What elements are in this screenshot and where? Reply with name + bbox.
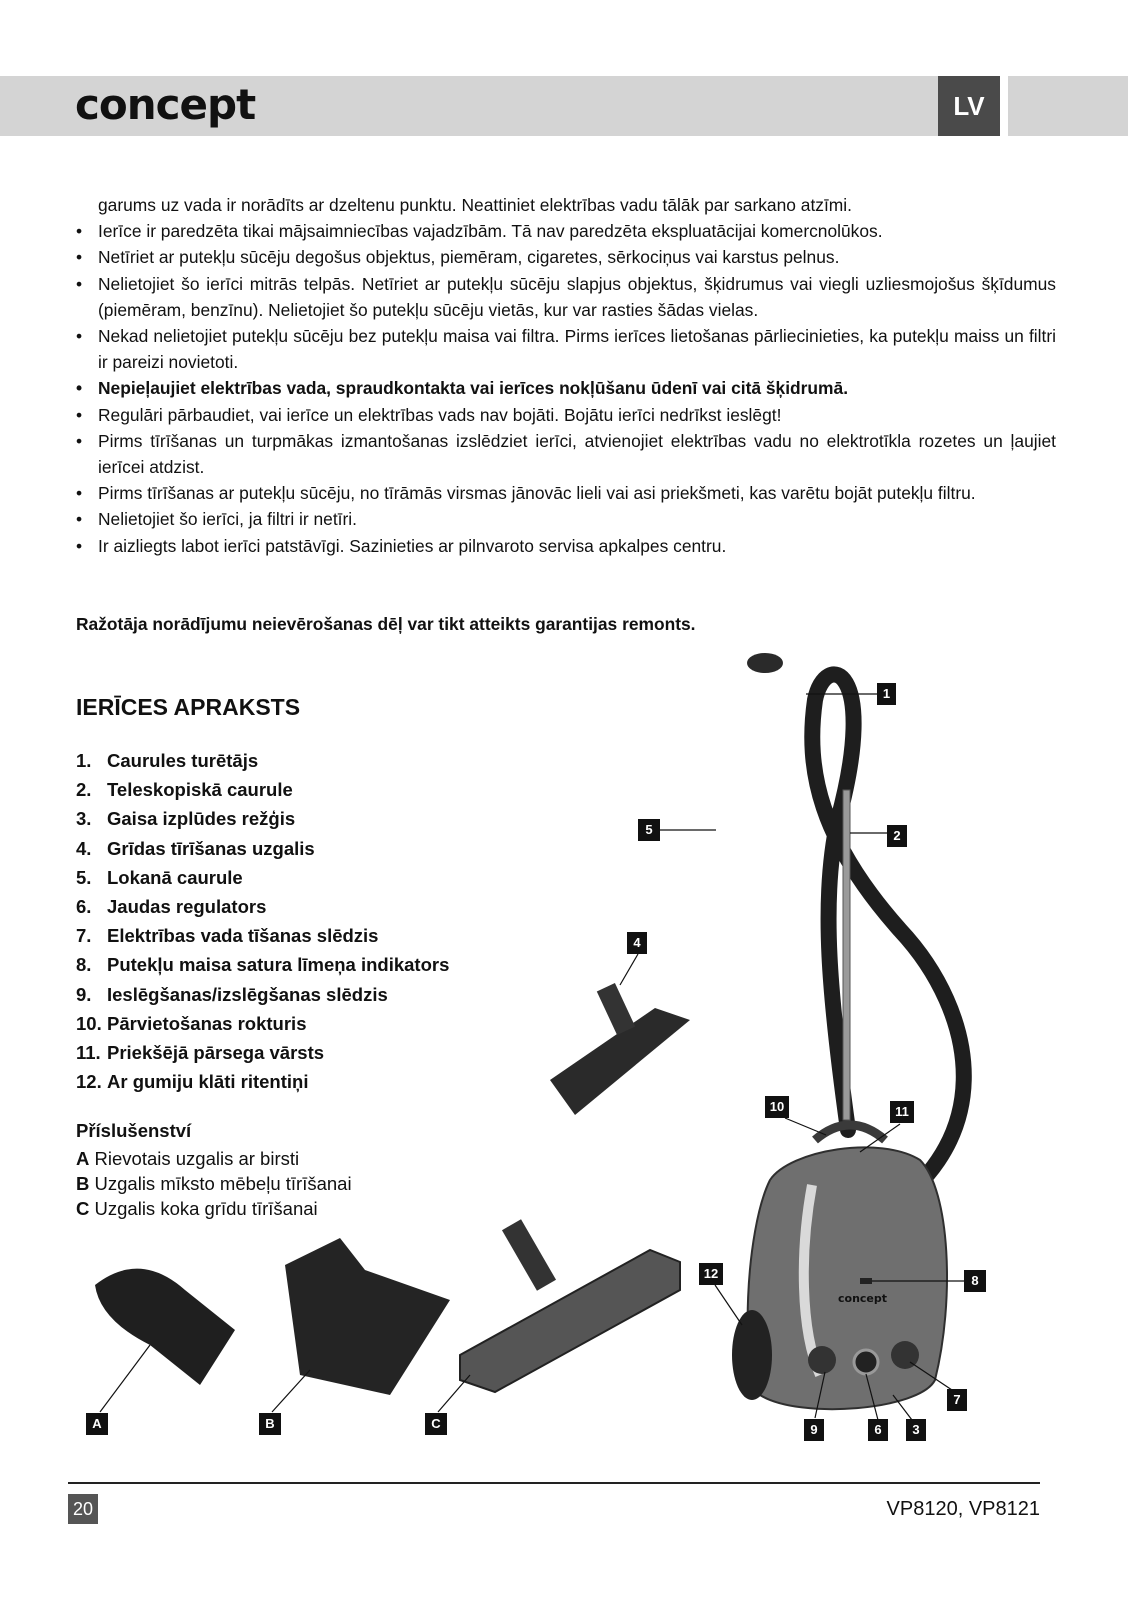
- callout-7: 7: [947, 1389, 967, 1411]
- accessory-key: C: [76, 1198, 90, 1219]
- callout-2: 2: [887, 825, 907, 847]
- bullet-item: • Nekad nelietojiet putekļu sūcēju bez putekļu maisa vai filtra. Pirms ierīces lietošanas pārliecinieties, ka putekļu maiss un filtri ir pareizi novietoti.: [76, 323, 1056, 375]
- hose-holder-drawing: [747, 653, 783, 673]
- model-number: VP8120, VP8121: [886, 1498, 1040, 1520]
- part-label: Grīdas tīrīšanas uzgalis: [107, 837, 315, 859]
- part-number: 9.: [76, 983, 92, 1005]
- part-number: 8.: [76, 954, 92, 976]
- brand-logo: concept: [75, 80, 256, 129]
- callout-b: B: [259, 1413, 281, 1435]
- callout-c: C: [425, 1413, 447, 1435]
- accessories-title: Příslušenství: [76, 1120, 192, 1141]
- part-label: Ieslēgšanas/izslēgšanas slēdzis: [107, 983, 388, 1005]
- floor-nozzle-neck-drawing: [597, 983, 635, 1035]
- callout-1: 1: [877, 683, 896, 705]
- bullet-item: • Nelietojiet šo ierīci mitrās telpās. Netīriet ar putekļu sūcēju slapjus objektus, šķidrumus vai viegli uzliesmojošus šķīdumus (piemēram, benzīnu). Nelietojiet šo putekļu sūcēju vietās, kur var rasties šādas vielas.: [76, 271, 1056, 323]
- part-number: 2.: [76, 779, 92, 801]
- accessory-label: Uzgalis koka grīdu tīrīšanai: [94, 1198, 318, 1219]
- bullet-item: • Netīriet ar putekļu sūcēju degošus objektus, piemēram, cigaretes, sērkociņus vai karstus pelnus.: [76, 244, 1056, 270]
- leader-line-b: [272, 1370, 310, 1412]
- bullet-item: • Pirms tīrīšanas ar putekļu sūcēju, no tīrāmās virsmas jānovāc lieli vai asi priekšmeti, kas varētu bojāt putekļu filtru.: [76, 480, 1056, 506]
- bullet-item: • Nelietojiet šo ierīci, ja filtri ir netīri.: [76, 506, 1056, 532]
- callout-12: 12: [699, 1263, 723, 1285]
- leader-line-a: [100, 1345, 150, 1412]
- accessory-c-neck-drawing: [502, 1219, 556, 1291]
- leader-line-c: [438, 1375, 470, 1412]
- callout-10: 10: [765, 1096, 789, 1118]
- part-number: 4.: [76, 837, 92, 859]
- exhaust-vent-drawing: [808, 1346, 836, 1374]
- accessory-key: B: [76, 1173, 90, 1194]
- dust-indicator-drawing: [860, 1278, 872, 1284]
- accessory-a-drawing: [95, 1269, 235, 1385]
- part-label: Elektrības vada tīšanas slēdzis: [107, 925, 379, 947]
- accessory-c-drawing: [460, 1250, 680, 1392]
- part-label: Lokanā caurule: [107, 866, 243, 888]
- part-number: 6.: [76, 896, 92, 918]
- bullet-item: • Regulāri pārbaudiet, vai ierīce un elektrības vads nav bojāti. Bojātu ierīci nedrīkst ieslēgt!: [76, 402, 1056, 428]
- flexible-hose-drawing: [812, 674, 964, 1230]
- callout-5: 5: [638, 819, 660, 841]
- accessory-key: A: [76, 1148, 90, 1169]
- telescopic-tube-drawing: [843, 790, 850, 1120]
- footer-divider: [68, 1482, 1040, 1484]
- power-regulator-drawing: [854, 1350, 878, 1374]
- section-title: IERĪCES APRAKSTS: [76, 694, 301, 720]
- intro-line: garums uz vada ir norādīts ar dzeltenu punktu. Neattiniet elektrības vadu tālāk par sarkano atzīmi.: [98, 195, 852, 215]
- part-label: Gaisa izplūdes režģis: [107, 808, 296, 830]
- leader-line-12: [715, 1285, 742, 1325]
- part-label: Pārvietošanas rokturis: [107, 1012, 307, 1034]
- part-number: 1.: [76, 750, 92, 771]
- part-label: Putekļu maisa satura līmeņa indikators: [107, 954, 450, 976]
- part-number: 11.: [76, 1042, 101, 1064]
- part-label: Caurules turētājs: [107, 750, 259, 771]
- part-label: Jaudas regulators: [107, 896, 267, 918]
- part-number: 3.: [76, 808, 92, 830]
- callout-4: 4: [627, 932, 647, 954]
- part-number: 12.: [76, 1071, 102, 1093]
- bullet-item: • Ierīce ir paredzēta tikai mājsaimniecības vajadzībām. Tā nav paredzēta ekspluatācijai komercnolūkos.: [76, 218, 1056, 244]
- accessory-label: Uzgalis mīksto mēbeļu tīrīšanai: [94, 1173, 352, 1194]
- vacuum-body-drawing: [748, 1147, 947, 1409]
- bullet-item: • Ir aizliegts labot ierīci patstāvīgi. Sazinieties ar pilnvaroto servisa apkalpes centru.: [76, 533, 1056, 559]
- part-number: 10.: [76, 1012, 102, 1034]
- page-number: 20: [68, 1494, 98, 1524]
- accessory-label: Rievotais uzgalis ar birsti: [94, 1148, 300, 1169]
- part-number: 5.: [76, 866, 92, 888]
- callout-6: 6: [868, 1419, 888, 1441]
- callout-9: 9: [804, 1419, 824, 1441]
- part-label: Priekšējā pārsega vārsts: [107, 1042, 325, 1064]
- part-number: 7.: [76, 925, 92, 947]
- leader-line-4: [620, 954, 638, 985]
- language-badge: LV: [938, 76, 1000, 136]
- callout-3: 3: [906, 1419, 926, 1441]
- bullet-item: • Pirms tīrīšanas un turpmākas izmantošanas izslēdziet ierīci, atvienojiet elektrības vadu no elektrotīkla rozetes un ļaujiet ierīcei atdzist.: [76, 428, 1056, 480]
- bullet-item-bold: • Nepieļaujiet elektrības vada, spraudkontakta vai ierīces nokļūšanu ūdenī vai citā šķidrumā.: [76, 375, 1056, 401]
- wheel-drawing: [732, 1310, 772, 1400]
- callout-a: A: [86, 1413, 108, 1435]
- callout-8: 8: [964, 1270, 986, 1292]
- part-label: Teleskopiskā caurule: [107, 779, 293, 801]
- appliance-brand-text: concept: [838, 1292, 888, 1305]
- accessory-b-drawing: [285, 1238, 450, 1395]
- part-label: Ar gumiju klāti ritentiņi: [107, 1071, 309, 1093]
- warranty-warning: Ražotāja norādījumu neievērošanas dēļ var tikt atteikts garantijas remonts.: [76, 614, 696, 634]
- callout-11: 11: [890, 1101, 914, 1123]
- leader-line-10: [785, 1118, 826, 1135]
